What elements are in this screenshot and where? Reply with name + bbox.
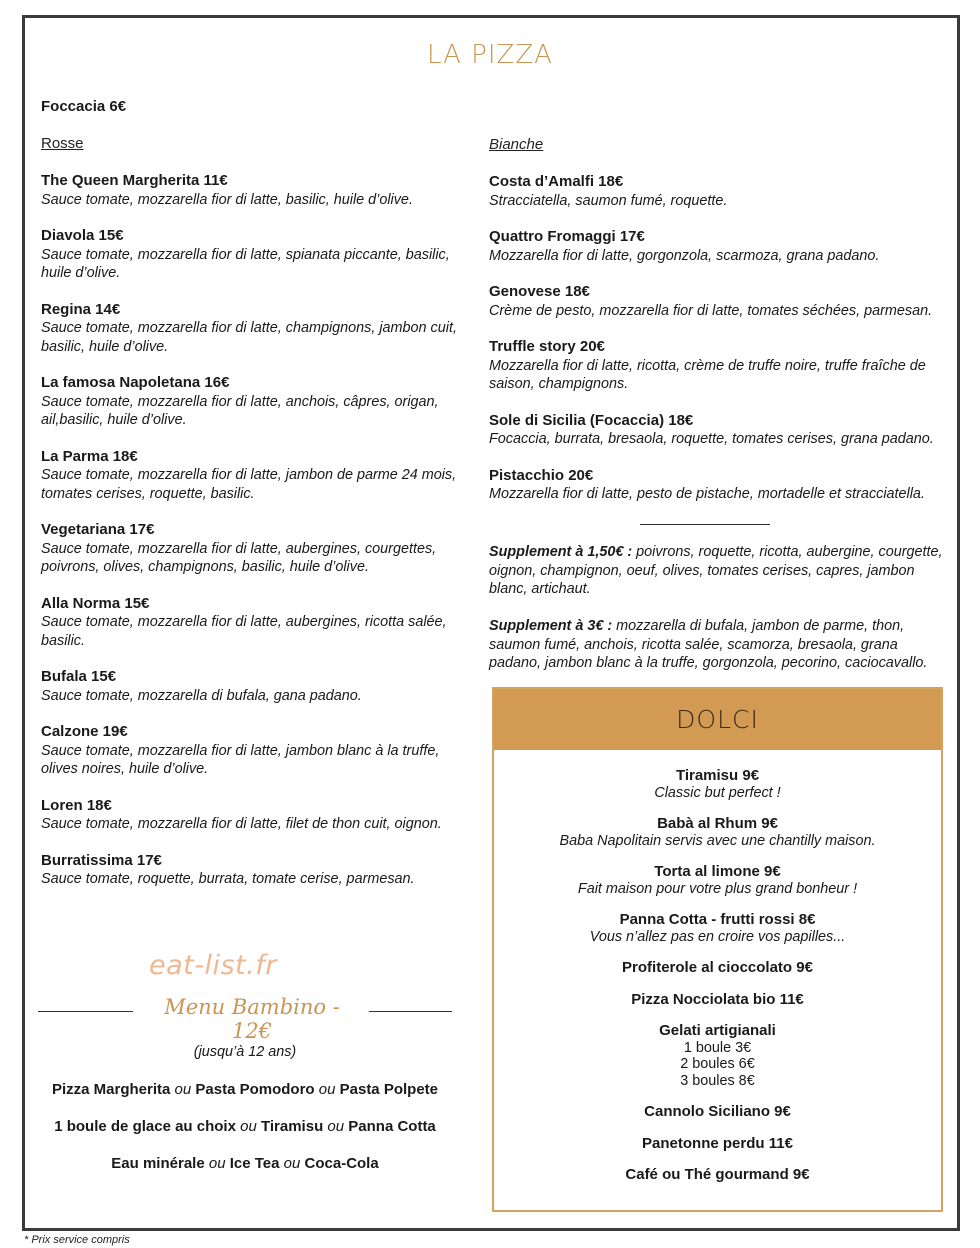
dessert-item: [494, 1136, 941, 1153]
bambino-choice-main: [38, 1081, 452, 1098]
pizza-desc: Sauce tomate, mozzarella fior di latte, basilic, huile d’olive.: [41, 191, 413, 208]
pizza-desc: Sauce tomate, roquette, burrata, tomate cerise, parmesan.: [41, 871, 415, 887]
pizza-item: [41, 301, 461, 357]
dessert-item: [494, 768, 941, 801]
pizza-name: Genovese 18€: [489, 283, 590, 300]
dolci-box: [492, 687, 943, 1212]
bambino-or: ou: [170, 1081, 196, 1098]
bambino-option: 1 boule de glace au choix: [54, 1118, 236, 1135]
pizza-name: Bufala 15€: [41, 668, 117, 685]
pizza-name: Diavola 15€: [41, 227, 124, 244]
pizza-desc: Sauce tomate, mozzarella fior di latte, jambon de parme 24 mois, tomates cerises, roquette, basilic.: [41, 467, 457, 502]
pizza-desc: Mozzarella fior di latte, gorgonzola, scarmoza, grana padano.: [489, 247, 880, 264]
pizza-desc: Sauce tomate, mozzarella fior di latte, champignons, jambon cuit, basilic, huile d’olive.: [41, 320, 457, 355]
pizza-name: Loren 18€: [41, 796, 112, 814]
dessert-item: [494, 1023, 941, 1089]
pizza-desc: Crème de pesto, mozzarella fior di latte, tomates séchées, parmesan.: [489, 302, 933, 319]
dessert-item: [494, 816, 941, 849]
dessert-name: Torta al limone 9€: [654, 863, 781, 880]
pizza-name: The Queen Margherita 11€: [41, 172, 228, 189]
pizza-item: [489, 173, 949, 210]
bambino-rule-left: [38, 1011, 133, 1012]
pizza-name: Quattro Fromaggi 17€: [489, 228, 645, 245]
bambino-option: Pizza Margherita: [52, 1081, 171, 1098]
pizza-name: Alla Norma 15€: [41, 594, 150, 612]
bambino-or: ou: [204, 1155, 230, 1172]
bambino-choice-drink: [38, 1155, 452, 1172]
pizza-item: [41, 595, 461, 651]
section-divider: [640, 524, 770, 525]
pizza-name: Burratissima 17€: [41, 851, 162, 869]
dessert-name: Tiramisu 9€: [675, 767, 760, 784]
supplement-150: [489, 543, 949, 599]
pizza-name: Calzone 19€: [41, 723, 128, 740]
bambino-title: Menu Bambino - 12€: [164, 995, 340, 1043]
pizza-item: [41, 852, 461, 889]
gelato-price: 1 boule 3€: [683, 1039, 752, 1056]
dessert-name: Panna Cotta - frutti rossi 8€: [619, 911, 816, 928]
dessert-name: Pizza Nocciolata bio 11€: [631, 990, 804, 1008]
pizza-name: Sole di Sicilia (Focaccia) 18€: [489, 411, 694, 429]
bambino-age: (jusqu’à 12 ans): [193, 1044, 297, 1060]
dessert-item: [494, 992, 941, 1009]
dessert-name: Panetonne perdu 11€: [642, 1134, 793, 1152]
pizza-item: [489, 228, 949, 265]
pizza-desc: Sauce tomate, mozzarella fior di latte, jambon blanc à la truffe, olives noires, huile d’olive.: [41, 742, 440, 777]
bambino-or: ou: [279, 1155, 305, 1172]
pizza-item: [489, 412, 949, 449]
bambino-option: Tiramisu: [260, 1118, 324, 1135]
pizza-item: [41, 374, 461, 430]
pizza-desc: Sauce tomate, mozzarella fior di latte, anchois, câpres, origan, ail,basilic, huile d’olive.: [41, 393, 439, 428]
pizza-desc: Sauce tomate, mozzarella fior di latte, aubergines, courgettes, poivrons, olives, champignons, basilic, huile d’olive.: [41, 540, 437, 575]
supplement-label: Supplement à 1,50€ :: [489, 544, 633, 560]
pizza-name: Regina 14€: [41, 300, 121, 318]
dessert-desc: Baba Napolitain servis avec une chantilly maison.: [559, 832, 876, 849]
pizza-item: [41, 797, 461, 834]
pizza-name: Vegetariana 17€: [41, 521, 155, 538]
pizza-item: [489, 283, 949, 320]
dessert-name: Café ou Thé gourmand 9€: [625, 1166, 810, 1183]
supplement-text: mozzarella di bufala, jambon de parme, thon, saumon fumé, anchois, ricotta salée, scamorza, bresaola, grana padano, jambon blanc à la truffe, gorgonzola, pecorino, caciocavallo.: [489, 618, 928, 671]
dolci-list: [494, 750, 941, 1184]
pizza-desc: Sauce tomate, mozzarella fior di latte, filet de thon cuit, oignon.: [41, 816, 442, 832]
bambino-option: Pasta Polpete: [339, 1081, 438, 1098]
bambino-option: Ice Tea: [229, 1155, 280, 1172]
bambino-option: Panna Cotta: [348, 1118, 436, 1135]
rosse-list: [41, 172, 461, 907]
page-title: LA PIZZA: [427, 40, 553, 70]
pizza-item: [489, 338, 949, 394]
pizza-desc: Mozzarella fior di latte, pesto de pistache, mortadelle et stracciatella.: [489, 486, 925, 502]
dolci-title: DOLCI: [494, 689, 941, 750]
gelato-price: 2 boules 6€: [680, 1056, 755, 1072]
supplement-3: [489, 617, 949, 673]
pizza-desc: Sauce tomate, mozzarella di bufala, gana padano.: [41, 687, 362, 704]
dessert-desc: Vous n’allez pas en croire vos papilles...: [589, 928, 846, 945]
bambino-option: Coca-Cola: [304, 1155, 379, 1172]
bambino-rule-right: [369, 1011, 452, 1012]
bambino-or: ou: [314, 1081, 340, 1098]
bambino-or: ou: [235, 1118, 261, 1135]
dessert-name: Profiterole al cioccolato 9€: [622, 959, 813, 976]
dessert-desc: Fait maison pour votre plus grand bonheur !: [577, 880, 858, 897]
pizza-name: Truffle story 20€: [489, 338, 605, 355]
dessert-item: [494, 1104, 941, 1121]
pizza-desc: Focaccia, burrata, bresaola, roquette, tomates cerises, grana padano.: [489, 431, 934, 447]
foccacia-item: Foccacia 6€: [41, 98, 127, 115]
supplement-text: poivrons, roquette, ricotta, aubergine, courgette, oignon, champignon, oeuf, olives, tomates cerises, capres, jambon blanc, artichaut.: [489, 544, 943, 597]
pizza-item: [41, 723, 461, 779]
dessert-name: Babà al Rhum 9€: [657, 815, 778, 832]
pizza-name: Costa d’Amalfi 18€: [489, 173, 624, 190]
dessert-desc: Classic but perfect !: [654, 784, 781, 801]
gelato-price: 3 boules 8€: [680, 1072, 755, 1089]
bambino-option: Pasta Pomodoro: [195, 1081, 315, 1098]
pizza-item: [41, 172, 461, 209]
pizza-name: La Parma 18€: [41, 447, 138, 465]
bambino-or: ou: [323, 1118, 349, 1135]
pizza-name: La famosa Napoletana 16€: [41, 374, 230, 391]
dessert-name: Gelati artigianali: [659, 1022, 776, 1039]
supplement-label: Supplement à 3€ :: [489, 618, 613, 634]
dessert-item: [494, 1167, 941, 1184]
pizza-item: [489, 467, 949, 504]
dessert-name: Cannolo Siciliano 9€: [644, 1103, 791, 1120]
pizza-desc: Sauce tomate, mozzarella fior di latte, spianata piccante, basilic, huile d’olive.: [41, 246, 450, 281]
pizza-name: Pistacchio 20€: [489, 466, 594, 484]
watermark: eat-list.fr: [149, 950, 277, 981]
bambino-option: Eau minérale: [111, 1155, 205, 1172]
pizza-item: [41, 668, 461, 705]
pizza-desc: Mozzarella fior di latte, ricotta, crème de truffe noire, truffe fraîche de saison, champignons.: [489, 357, 926, 392]
bambino-choice-dessert: [38, 1118, 452, 1135]
dessert-item: [494, 960, 941, 977]
pizza-desc: Stracciatella, saumon fumé, roquette.: [489, 192, 728, 209]
pizza-item: [41, 448, 461, 504]
dessert-item: [494, 864, 941, 897]
dessert-item: [494, 912, 941, 945]
bianche-list: [489, 173, 949, 522]
pizza-item: [41, 227, 461, 283]
pizza-desc: Sauce tomate, mozzarella fior di latte, aubergines, ricotta salée, basilic.: [41, 614, 447, 649]
footnote: * Prix service compris: [24, 1234, 130, 1246]
rosse-heading: Rosse: [41, 135, 84, 152]
bianche-heading: Bianche: [489, 136, 544, 153]
pizza-item: [41, 521, 461, 577]
